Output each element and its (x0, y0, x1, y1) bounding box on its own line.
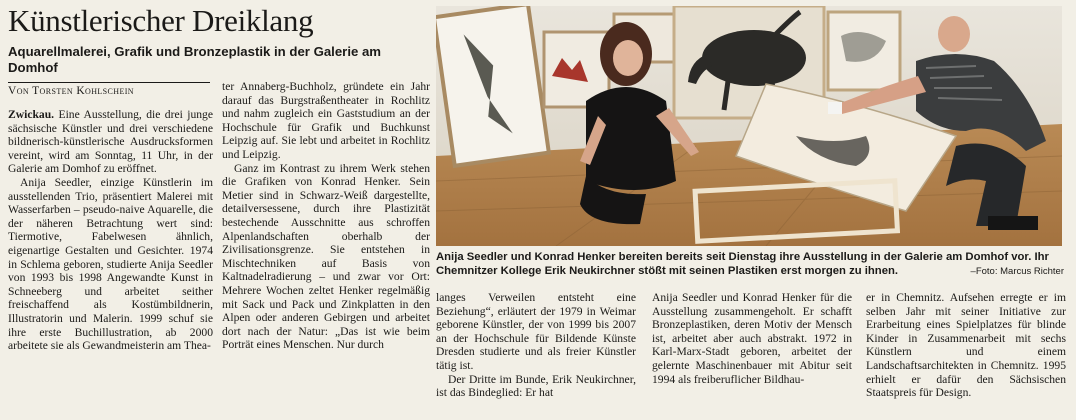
dateline: Zwickau. (8, 108, 55, 121)
paragraph-7: Anija Seedler und Konrad Henker für die Ausstellung zusammengeholt. Er schafft Bronzeplastiken, deren Motiv der Mensch ist, arbeitet aber auch abstrakt. 1972 in Karl-Marx-Stadt geboren, arbeitet der gelernte Maschinenbauer mit Abitur seit 1994 als freiberuflicher Bildhau- (652, 291, 852, 386)
article-column-4 (652, 291, 852, 386)
paragraph-5: langes Verweilen entsteht eine Beziehung“, erläutert der 1979 in Weimar geborene Künstler, der von 1999 bis 2007 an der Hochschule für Bildende Künste Dresden studierte und als freier Künstler tätig ist. (436, 291, 636, 372)
article-column-3 (436, 291, 636, 400)
article-column-2 (222, 80, 430, 352)
photo-illustration (436, 6, 1062, 246)
paragraph-6: Der Dritte im Bunde, Erik Neukirchner, ist das Bindeglied: Er hat (436, 372, 636, 400)
subheadline: Aquarellmalerei, Grafik und Bronzeplastik in der Galerie am Domhof (8, 44, 382, 75)
article-column-1 (8, 108, 213, 353)
paragraph-4: Ganz im Kontrast zu ihrem Werk stehen die Grafiken von Konrad Henker. Sein Metier sind in Schwarz-Weiß dargestellte, detailversessene, durch ihre Plastizität bestechende Ausschnitte aus schroffen Alpenlandschaften oberhalb der Zivilisationsgrenze. Sie entstehen in Mischtechniken auf Basis von Kaltnadelradierung – und zwar vor Ort: Mehrere Wochen zeltet Henker regelmäßig mit Sack und Pack und Zinkplatten in den Alpen oder anderen Gebirgen und arbeitet dort nach der Natur: „Das ist wie beim Porträt eines Menschen. Nur durch (222, 161, 430, 352)
leaning-frame-left (436, 6, 549, 166)
photo-caption: Anija Seedler und Konrad Henker bereiten bereits seit Dienstag ihre Ausstellung in der Galerie am Domhof vor. Ihr Chemnitzer Kollege Erik Neukirchner stößt mit seinen Plastiken erst morgen zu ihnen. (436, 251, 1049, 277)
paragraph-3: ter Annaberg-Buchholz, gründete ein Jahr darauf das Burgstraßentheater in Rochlitz und nahm zugleich ein Gaststudium an der Hochschule für Grafik und Buchkunst Leipzig auf. Sie lebt und arbeitet in Rochlitz und Leipzig. (222, 80, 430, 161)
paragraph-2: Anija Seedler, einzige Künstlerin im ausstellenden Trio, präsentiert Malerei mit Wasserfarben – pseudo-naive Aquarelle, die der näheren Betrachtung wert sind: Tiermotive, Fabelwesen ähnlich, eigenartige Gestalten und Gesichter. 1974 in Schlema geboren, studierte Anija Seedler von 1993 bis 1998 Angewandte Kunst in Schneeberg und arbeitet seither freischaffend als Kostümbildnerin, Illustratorin und Malerin. 1999 schuf sie ihre erste Buchillustration, ab 2000 arbeitete sie als Gewandmeisterin am Thea- (8, 175, 213, 353)
byline: Von Torsten Kohlschein (8, 85, 134, 97)
headline: Künstlerischer Dreiklang (8, 3, 314, 38)
exhibition-photo (436, 6, 1062, 246)
article-column-5 (866, 291, 1066, 400)
paragraph-1-text: Eine Ausstellung, die drei junge sächsische Künstler und drei verschiedene bildnerisch-künstlerische Ausdrucksformen vereint, wird am Sonntag, 11 Uhr, in der Galerie am Domhof zu eröffnet. (8, 108, 213, 176)
photo-credit: –Foto: Marcus Richter (970, 266, 1064, 277)
byline-rule (8, 82, 210, 83)
paragraph-8: er in Chemnitz. Aufsehen erregte er im selben Jahr mit seiner Initiative zur Erarbeitung eines Spielplatzes für blinde Kinder in Zusammenarbeit mit sechs Künstlern und einem Landschaftsarchitekten in Chemnitz. 1995 erhielt er dafür den Sächsischen Staatspreis für Design. (866, 291, 1066, 400)
paragraph-1 (8, 108, 213, 176)
